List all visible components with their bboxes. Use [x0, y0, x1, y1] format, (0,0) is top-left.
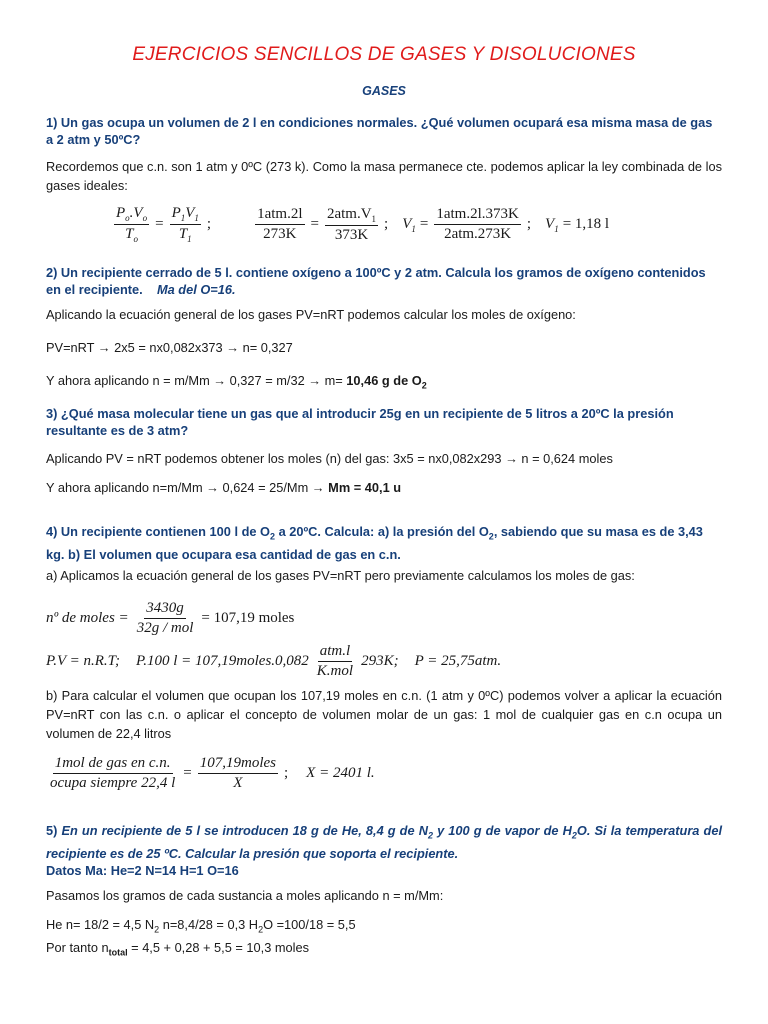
- exercise-3-result: Y ahora aplicando n=m/Mm → 0,624 = 25/Mm → Mm = 40,1 u: [46, 480, 402, 495]
- exercise-1-text: Recordemos que c.n. son 1 atm y 0ºC (273 k). Como la masa permanece cte. podemos aplicar la ley combinada de los gases ideales:: [46, 159, 722, 193]
- exercise-5-total: Por tanto $n_{total} = 4,5 + 0,28 + 5,5 = 10,3$ moles: [46, 940, 310, 958]
- exercise-2-calc: PV=nRT → 2x5 = nx0,082x373 → n= 0,327: [46, 340, 293, 355]
- exercise-4-equation-pressure: P.V = n.R.T; P.100 l = 107,19moles.0,082 $\frac{\text{atm.l}}{\text{K.mol}}$ 293K; P = 25,75atm.: [46, 643, 502, 679]
- exercise-5-moles: He n= 18/2 = 4,5 $N_2$ n=8,4/28 = 0,3 $H_2O =100/18 = 5,5$: [46, 917, 356, 935]
- exercise-4-text-b: b) Para calcular el volumen que ocupan los 107,19 moles en c.n. (1 atm y 0ºC) podemos volver a aplicar la ecuación PV=nRT con las c.n. o aplicar el concepto de volumen molar de un gas: 1 mol de cualquier gas en c.n ocupa un volumen de 22,4 litros: [46, 688, 722, 741]
- exercise-1-question: 1) Un gas ocupa un volumen de 2 l en condiciones normales. ¿Qué volumen ocupará esa misma masa de gas a 2 atm y 50ºC?: [46, 115, 713, 147]
- exercise-2-question: 2) Un recipiente cerrado de 5 l. contiene oxígeno a 100ºC y 2 atm. Calcula los gramos de oxígeno contenidos en el recipiente. Ma del O=16.: [46, 265, 706, 297]
- exercise-4-equation-moles: nº de moles = $\frac{3430g}{\text{32g / mol}}$ = 107,19 moles: [46, 600, 295, 636]
- exercise-5-question: 5) En un recipiente de 5 l se introducen 18 g de He, 8,4 g de $N_2$ y 100 g de vapor de $H_2O$. Si la temperatura del recipiente es de 25 ºC. Calcular la presión que soporta el recipiente. Datos Ma: He=2 N=14 H=1 O=16: [46, 823, 723, 878]
- document-title: EJERCICIOS SENCILLOS DE GASES Y DISOLUCIONES: [132, 44, 636, 65]
- exercise-4-equation-volume: $\frac{\text{1mol de gas en c.n.}}{\text{ocupa siempre 22,4 l}}$ = $\frac{\text{107,19moles}}{X}$ ; X = 2401 l.: [50, 755, 375, 791]
- exercise-4-question: 4) Un recipiente contienen 100 l de $O_2$ a 20ºC. Calcula: a) la presión del $O_2$, sabiendo que su masa es de 3,43 kg. b) El volumen que ocupara esa cantidad de gas en c.n.: [46, 524, 703, 562]
- exercise-3-text: Aplicando PV = nRT podemos obtener los moles (n) del gas: 3x5 = nx0,082x293 → n = 0,624 moles: [46, 451, 613, 466]
- exercise-2-text: Aplicando la ecuación general de los gases PV=nRT podemos calcular los moles de oxígeno:: [46, 307, 576, 322]
- exercise-4-text-a: a) Aplicamos la ecuación general de los gases PV=nRT pero previamente calculamos los moles de gas:: [46, 568, 635, 583]
- exercise-3-question: 3) ¿Qué masa molecular tiene un gas que al introducir 25g en un recipiente de 5 litros a 20ºC la presión resultante es de 3 atm?: [46, 406, 674, 438]
- exercise-1-equation: $\frac{P_o.V_o}{T_o}$ = $\frac{P_1V_1}{T_1}$ ; $\frac{\text{1atm.2l}}{273K}$ = $\frac{2atm.V_1}{373K}$ ; $V_1$ = $\frac{\text{1atm.2l.373K}}{\text{2atm.273K}}$ ; $V_1$ = 1,18 l: [116, 205, 610, 244]
- section-title-gases: GASES: [362, 84, 406, 98]
- exercise-2-result: Y ahora aplicando n = m/Mm → 0,327 = m/32 → m= 10,46 g de $O_2$: [46, 373, 427, 391]
- exercise-5-text: Pasamos los gramos de cada sustancia a moles aplicando n = m/Mm:: [46, 888, 444, 903]
